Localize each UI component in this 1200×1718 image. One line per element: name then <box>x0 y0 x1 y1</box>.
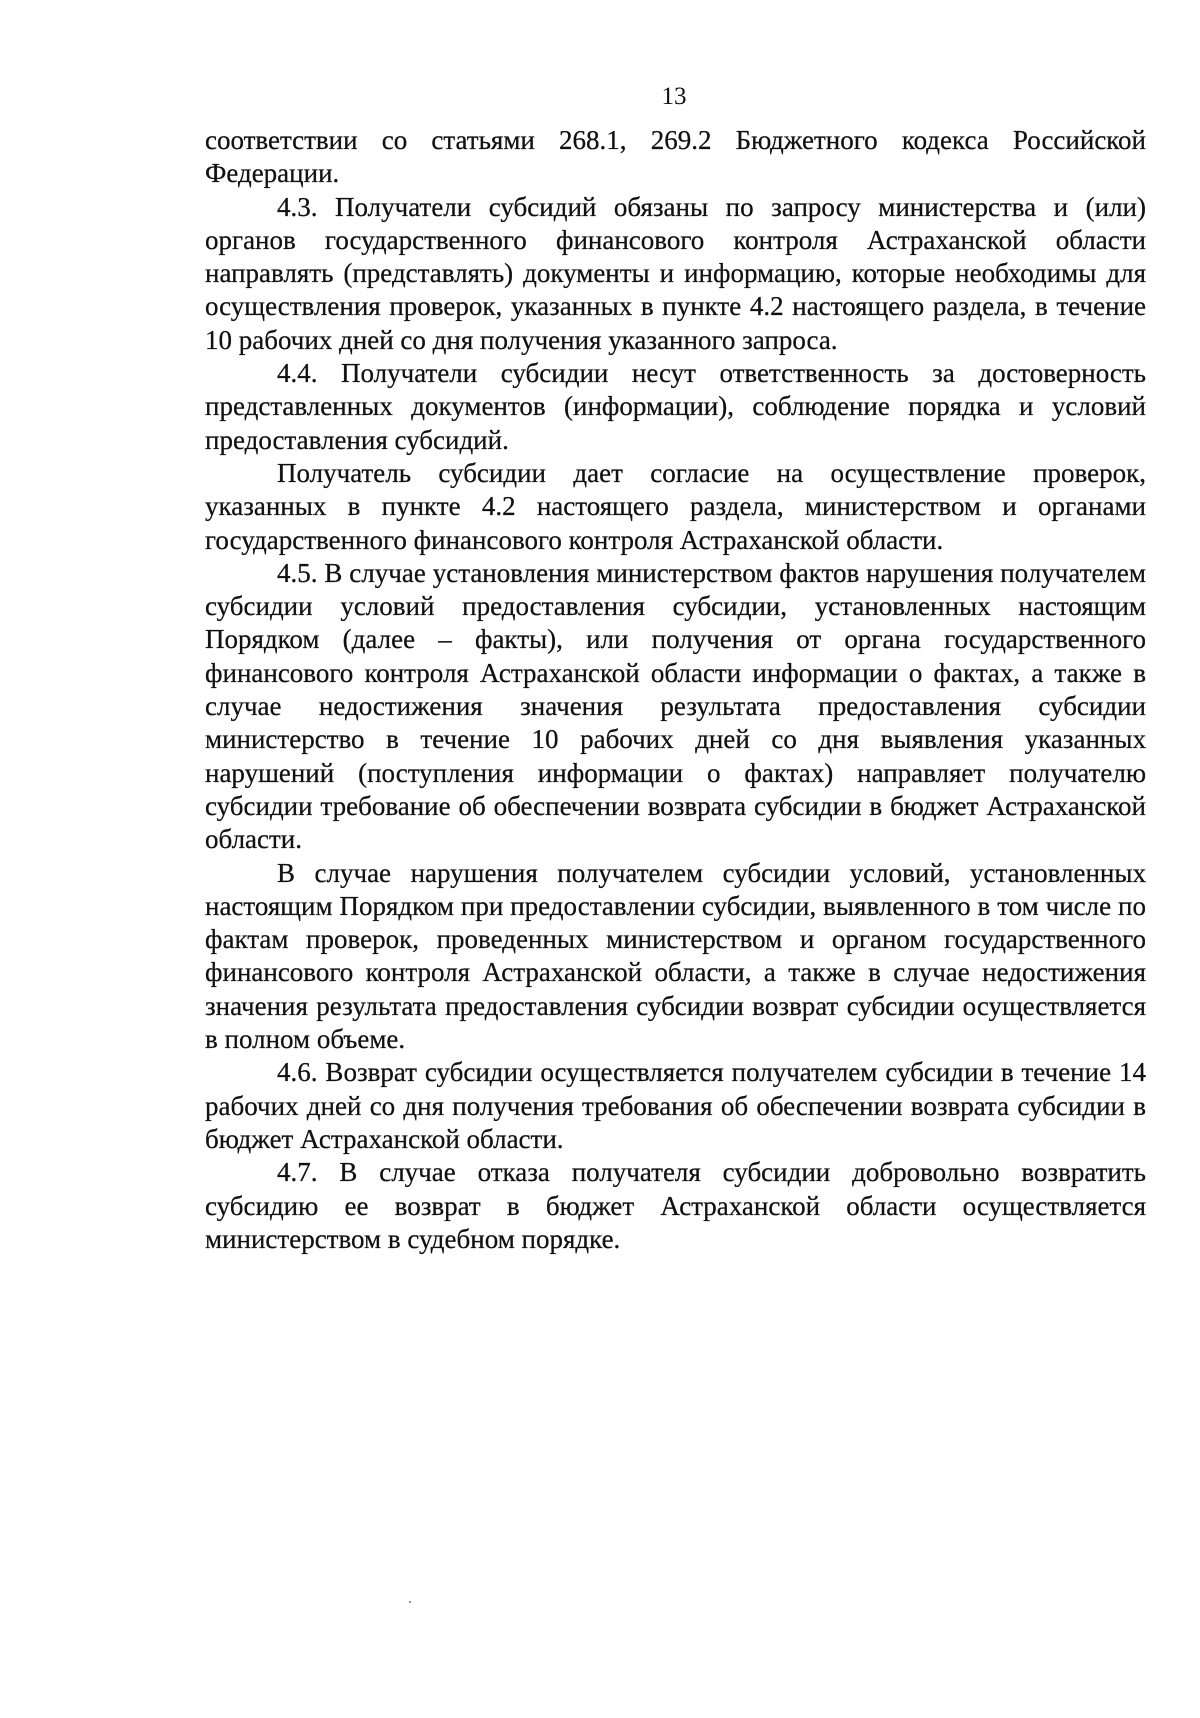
paragraph-4-5: 4.5. В случае установления министерством фактов нарушения получателем субсидии условий предоставления субсидии, установленных настоящим Порядком (далее – факты), или получения от органа государственного финансового контроля Астраханской области информации о фактах, а также в случае недостижения значения результата предоставления субсидии министерство в течение 10 рабочих дней со дня выявления указанных нарушений (поступления информации о фактах) направляет получателю субсидии требование об обеспечении возврата субсидии в бюджет Астраханской области. <box>205 557 1146 855</box>
paragraph-4-7: 4.7. В случае отказа получателя субсидии добровольно возвратить субсидию ее возврат в бюджет Астраханской области осуществляется министерством в судебном порядке. <box>205 1157 1146 1254</box>
scan-speck <box>409 1601 411 1603</box>
document-body <box>205 124 1146 1256</box>
paragraph-continuation: соответствии со статьями 268.1, 269.2 Бюджетного кодекса Российской Федерации. <box>205 125 1146 189</box>
paragraph-4-6: 4.6. Возврат субсидии осуществляется получателем субсидии в течение 14 рабочих дней со дня получения требования об обеспечении возврата субсидии в бюджет Астраханской области. <box>205 1057 1146 1154</box>
paragraph-4-4: 4.4. Получатели субсидии несут ответственность за достоверность представленных документов (информации), соблюдение порядка и условий предоставления субсидий. <box>205 358 1146 455</box>
page-number: 13 <box>661 83 687 110</box>
paragraph-consent: Получатель субсидии дает согласие на осуществление проверок, указанных в пункте 4.2 настоящего раздела, министерством и органами государственного финансового контроля Астраханской области. <box>205 457 1146 555</box>
paragraph-4-3: 4.3. Получатели субсидий обязаны по запросу министерства и (или) органов государственного финансового контроля Астраханской области направлять (представлять) документы и информацию, которые необходимы для осуществления проверок, указанных в пункте 4.2 настоящего раздела, в течение 10 рабочих дней со дня получения указанного запроса. <box>205 191 1146 355</box>
paragraph-violation: В случае нарушения получателем субсидии условий, установленных настоящим Порядком при предоставлении субсидии, выявленного в том числе по фактам проверок, проведенных министерством и органом государственного финансового контроля Астраханской области, а также в случае недостижения значения результата предоставления субсидии возврат субсидии осуществляется в полном объеме. <box>205 857 1146 1055</box>
